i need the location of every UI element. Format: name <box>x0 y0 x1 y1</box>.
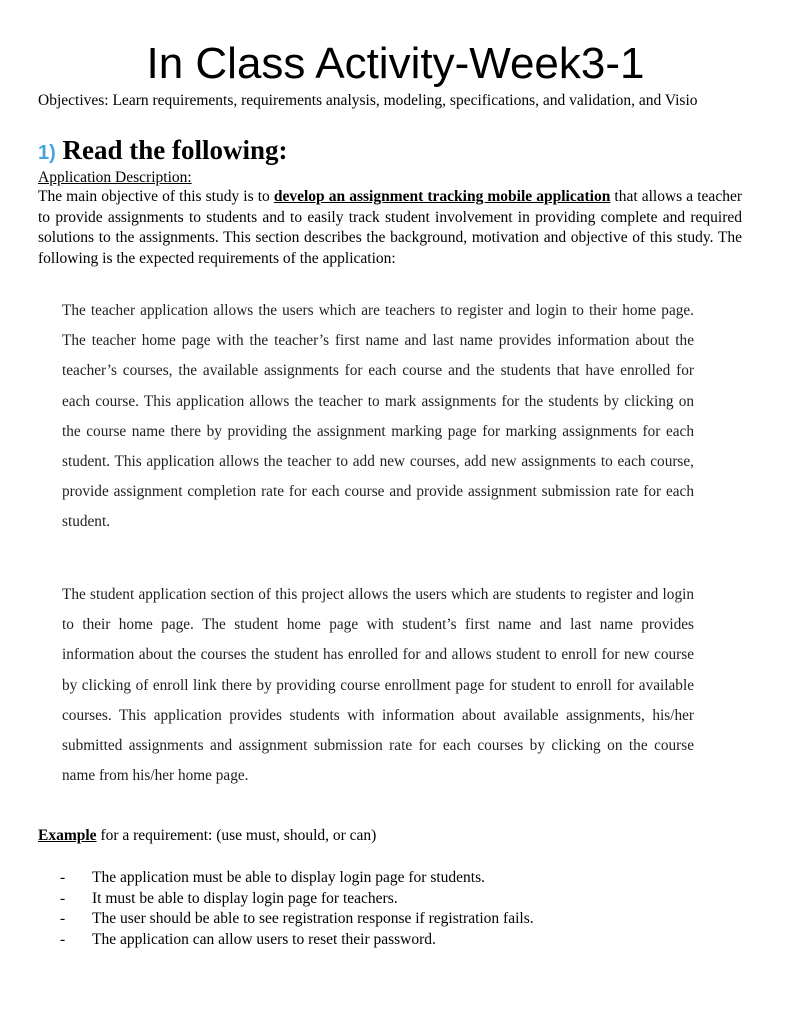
bullet-dash: - <box>60 910 66 927</box>
list-item <box>38 868 738 889</box>
list-item <box>38 909 738 930</box>
main-paragraph-rest: that allows a teacher to provide assignments to students and to easily track student involvement in providing complete and required solutions to the assignments. This section describes the background, motivation and objective of this study. The following is the expected requirements of the application: <box>38 188 742 267</box>
page-title: In Class Activity-Week3-1 <box>146 39 645 88</box>
main-paragraph <box>38 187 742 269</box>
example-text: for a requirement: (use must, should, or can) <box>96 827 377 844</box>
requirement-text: The application must be able to display login page for students. <box>92 869 486 886</box>
section-heading-text: Read the following: <box>62 135 288 165</box>
section-number: 1) <box>38 142 56 164</box>
list-item <box>38 930 738 951</box>
bullet-dash: - <box>60 889 66 907</box>
main-paragraph-lead: The main objective of this study is to <box>38 188 274 205</box>
main-paragraph-emphasis: develop an assignment tracking mobile application <box>273 188 611 205</box>
requirements-list <box>38 868 738 950</box>
application-description-label: Application Description: <box>38 169 192 186</box>
bullet-dash: - <box>60 869 66 886</box>
student-application-paragraph: The student application section of this project allows the users which are students to register and login to their home page. The student home page with student’s first name and last name provides information about the courses the student has enrolled for and allows student to enroll for new course by clicking of enroll link there by providing course enrollment page for student to enroll for available courses. This application provides students with information about available assignments, his/her submitted assignments and assignment submission rate for each courses by clicking on the course name from his/her home page. <box>62 586 694 785</box>
requirement-text: The application can allow users to reset their password. <box>92 930 436 948</box>
objectives-text: Objectives: Learn requirements, requirements analysis, modeling, specifications, and validation, and Visio <box>38 92 698 109</box>
section-heading <box>38 134 288 169</box>
teacher-application-paragraph: The teacher application allows the users which are teachers to register and login to their home page. The teacher home page with the teacher’s first name and last name provides information about the teacher’s courses, the available assignments for each course and the students that have enrolled for each course. This application allows the teacher to mark assignments for the students by clicking on the course name there by providing the assignment marking page for marking assignments for each student. This application allows the teacher to add new courses, add new assignments to each course, provide assignment completion rate for each course and provide assignment submission rate for each student. <box>62 302 694 531</box>
requirement-text: It must be able to display login page for teachers. <box>92 889 398 907</box>
bullet-dash: - <box>60 930 66 948</box>
requirement-text: The user should be able to see registration response if registration fails. <box>92 910 534 927</box>
list-item <box>38 889 738 910</box>
example-label: Example <box>38 827 97 844</box>
example-line <box>38 826 376 846</box>
